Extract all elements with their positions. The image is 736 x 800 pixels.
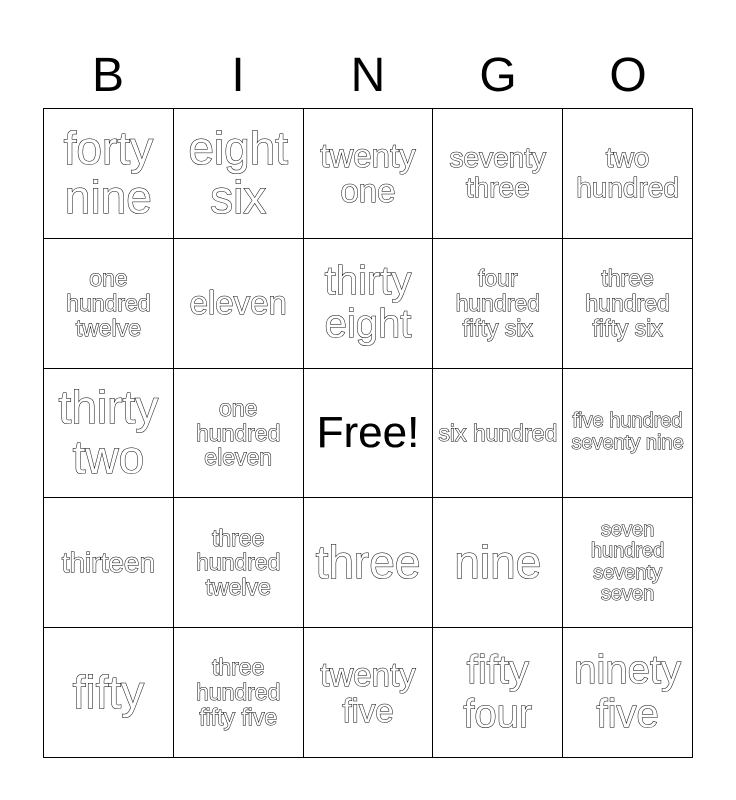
bingo-cell[interactable] — [174, 239, 304, 369]
cell-text: three hundred fifty six — [585, 264, 670, 341]
cell-text: eight six — [188, 121, 289, 224]
cell-text: nine — [454, 535, 542, 588]
bingo-cell[interactable] — [563, 498, 693, 628]
bingo-header — [43, 48, 693, 104]
header-letter-n: N — [350, 49, 386, 102]
cell-text: thirty eight — [324, 259, 412, 347]
cell-text: twenty five — [320, 655, 416, 729]
cell-text: fifty four — [463, 648, 533, 736]
cell-text: seven hundred seventy seven — [590, 518, 665, 606]
cell-text: five hundred seventy nine — [571, 410, 684, 454]
cell-text: forty nine — [63, 121, 154, 224]
cell-text: three — [315, 535, 421, 588]
bingo-cell[interactable] — [433, 498, 563, 628]
bingo-cell[interactable] — [304, 628, 434, 758]
bingo-cell[interactable] — [44, 239, 174, 369]
bingo-cell[interactable] — [563, 239, 693, 369]
header-letter-g: G — [479, 49, 517, 102]
free-space-label: Free! — [316, 408, 420, 458]
bingo-cell[interactable] — [44, 369, 174, 499]
bingo-cell[interactable] — [563, 628, 693, 758]
bingo-cell[interactable] — [433, 369, 563, 499]
bingo-cell[interactable] — [304, 239, 434, 369]
header-letter-o: O — [609, 49, 647, 102]
cell-text: thirty two — [58, 381, 159, 483]
bingo-cell[interactable] — [433, 628, 563, 758]
cell-text: three hundred fifty five — [195, 654, 281, 730]
cell-text: seventy three — [449, 142, 547, 204]
bingo-card-grid — [43, 108, 693, 758]
header-letter-i: I — [231, 49, 245, 102]
cell-text: thirteen — [61, 546, 156, 578]
cell-text: ninety five — [574, 648, 681, 736]
cell-text: four hundred fifty six — [455, 264, 540, 341]
bingo-cell[interactable] — [174, 109, 304, 239]
cell-text: eleven — [189, 284, 287, 322]
bingo-cell[interactable] — [304, 109, 434, 239]
bingo-cell[interactable] — [174, 498, 304, 628]
cell-text: one hundred twelve — [66, 264, 151, 341]
bingo-cell[interactable] — [304, 498, 434, 628]
bingo-cell[interactable] — [433, 109, 563, 239]
bingo-cell[interactable] — [44, 628, 174, 758]
cell-text: one hundred eleven — [195, 394, 281, 471]
bingo-cell[interactable] — [174, 628, 304, 758]
free-space-cell[interactable] — [304, 369, 434, 499]
cell-text: six hundred — [438, 419, 558, 446]
cell-text: twenty one — [320, 136, 416, 210]
bingo-cell[interactable] — [174, 369, 304, 499]
cell-text: two hundred — [576, 142, 679, 204]
bingo-cell[interactable] — [433, 239, 563, 369]
cell-text: fifty — [72, 665, 145, 718]
bingo-cell[interactable] — [44, 498, 174, 628]
bingo-cell[interactable] — [44, 109, 174, 239]
bingo-cell[interactable] — [563, 109, 693, 239]
cell-text: three hundred twelve — [195, 524, 281, 601]
bingo-cell[interactable] — [563, 369, 693, 499]
header-letter-b: B — [91, 49, 124, 102]
